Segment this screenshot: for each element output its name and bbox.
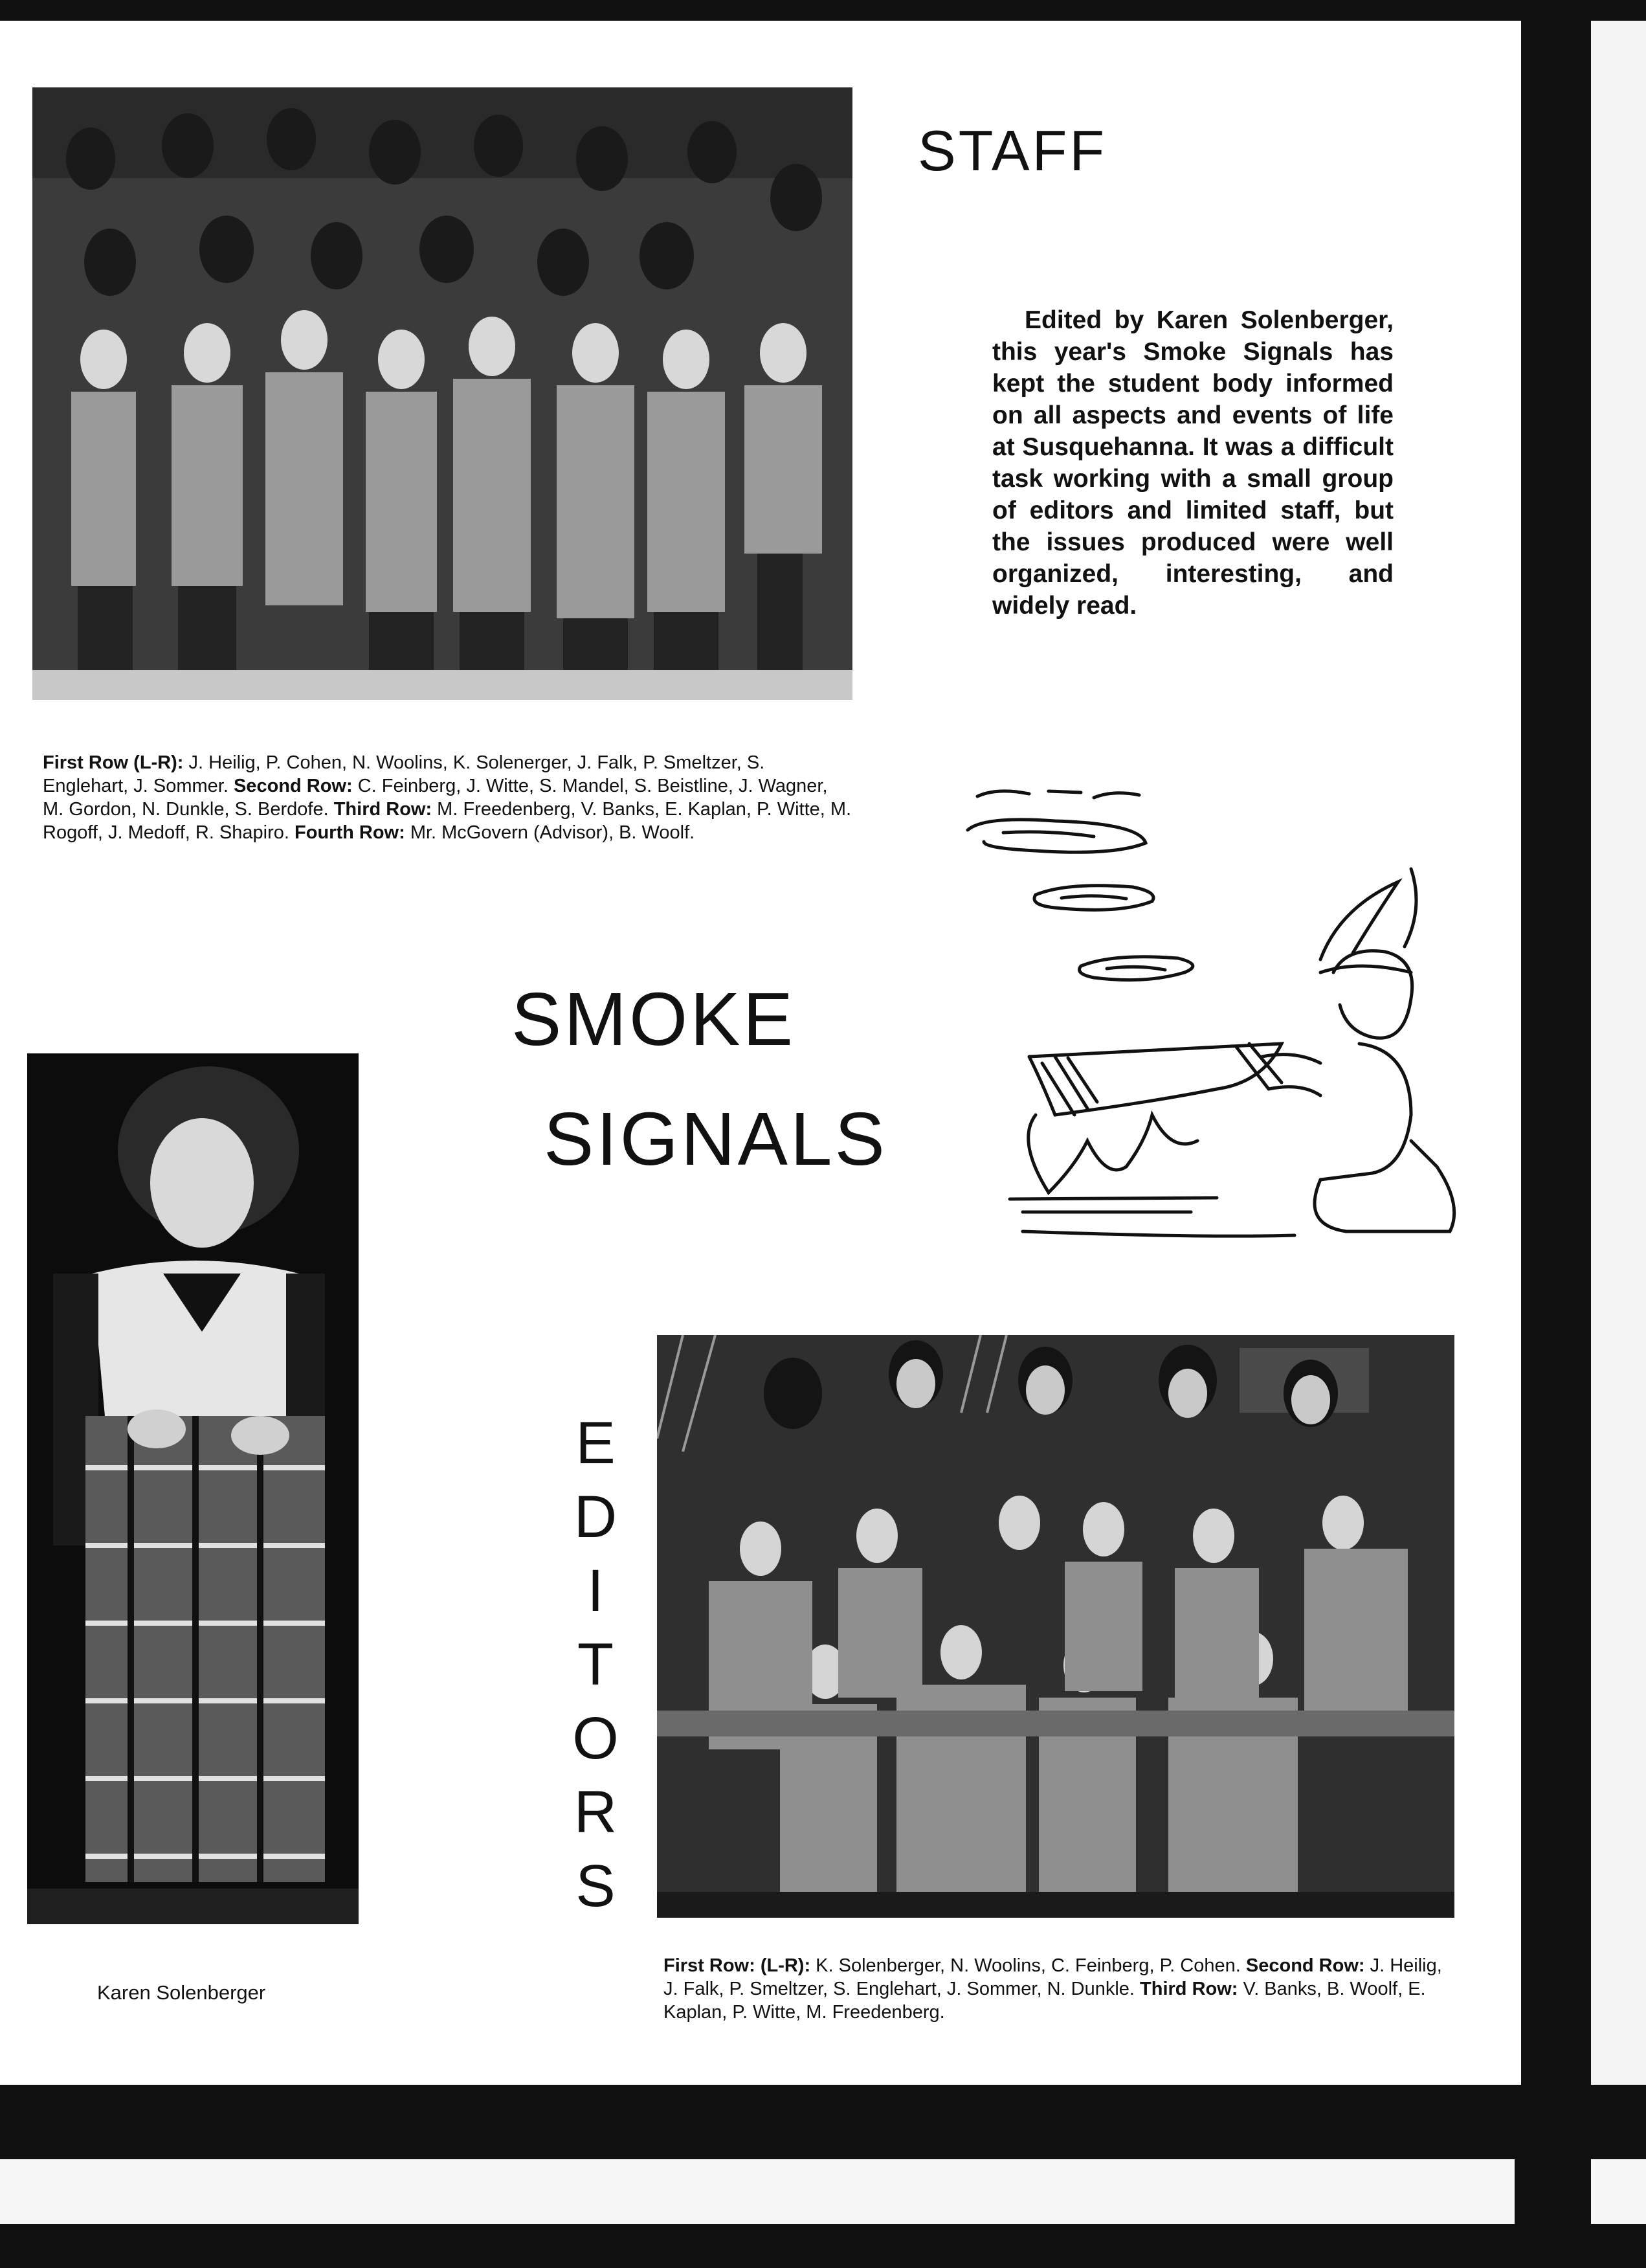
facing-page-edge (1591, 21, 1646, 2085)
staff-caption-row2-names: C. Feinberg, J. Witte, S. Mandel, S. Beistline, J. Wagner, M. Gordon, N. Dunkle, S. Berdofe. (43, 776, 828, 820)
staff-caption-row1-names: J. Heilig, P. Cohen, N. Woolins, K. Solenerger, J. Falk, P. Smeltzer, S. Englehart, J. Sommer. (43, 752, 765, 796)
smoke-signal-drawing (958, 778, 1463, 1270)
staff-caption (43, 751, 852, 844)
editor-portrait-photo (27, 1053, 359, 1924)
signals-heading: SIGNALS (544, 1097, 887, 1181)
portrait-caption: Karen Solenberger (97, 1981, 266, 2004)
staff-caption-row1-label: First Row (L-R): (43, 752, 184, 773)
editors-caption-row3-names: V. Banks, B. Woolf, E. Kaplan, P. Witte, M. Freedenberg. (663, 1979, 1426, 2023)
editors-caption-row2-names: J. Heilig, J. Falk, P. Smeltzer, S. Englehart, J. Sommer, N. Dunkle. (663, 1955, 1442, 1999)
editors-caption-row3-label: Third Row: (1140, 1979, 1238, 1999)
yearbook-page (0, 21, 1521, 2085)
staff-caption-row4-label: Fourth Row: (295, 822, 405, 843)
staff-heading: STAFF (918, 118, 1107, 183)
editors-caption-row1-label: First Row: (L-R): (663, 1955, 811, 1976)
staff-group-photo (32, 87, 852, 700)
staff-caption-row3-names: M. Freedenberg, V. Banks, E. Kaplan, P. Witte, M. Rogoff, J. Medoff, R. Shapiro. (43, 799, 852, 843)
editors-group-photo (657, 1335, 1454, 1918)
staff-blurb: Edited by Karen Solenberger, this year's Smoke Signals has kept the student body informed on all aspects and events of life at Susquehanna. It was a difficult task working with a small group of editors and limited staff, but the issues produced were well organized, interesting, and widely read. (992, 306, 1394, 620)
staff-caption-row3-label: Third Row: (333, 799, 432, 820)
editors-caption-row2-label: Second Row: (1245, 1955, 1365, 1976)
editors-caption-row1-names: K. Solenberger, N. Woolins, C. Feinberg, P. Cohen. (810, 1955, 1246, 1976)
staff-caption-row4-names: Mr. McGovern (Advisor), B. Woolf. (405, 822, 695, 843)
next-page-edge (0, 2159, 1515, 2224)
staff-caption-row2-label: Second Row: (233, 776, 353, 796)
editors-vertical-heading: EDITORS (572, 1410, 619, 1919)
smoke-heading: SMOKE (511, 977, 795, 1061)
editors-caption (663, 1954, 1460, 2024)
next-page-edge-right (1591, 2159, 1646, 2224)
